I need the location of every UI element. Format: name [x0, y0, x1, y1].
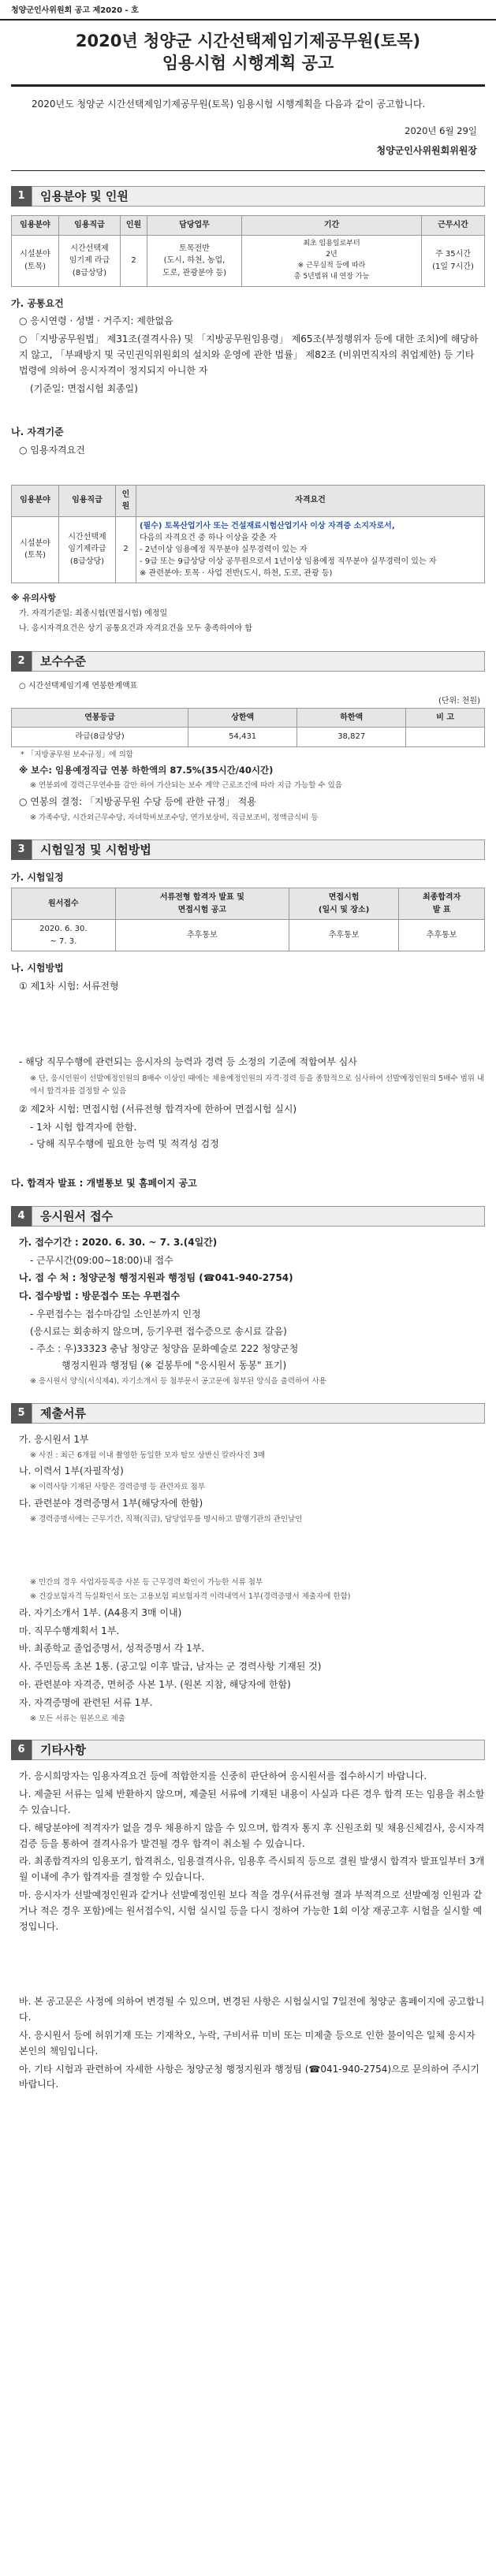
doc-note: ※ 경력증명서에는 근무기간, 직책(직급), 담당업무를 명시하고 발행기관의 관인날인 [30, 1514, 303, 1524]
notice-number: 청양군인사위원회 공고 제2020 - 호 [0, 0, 496, 20]
th-field: 임용분야 [12, 216, 59, 236]
cell: 라급(8급상당) [12, 728, 188, 747]
doc-item: 자. 자격증명에 관련된 서류 1부. [19, 1696, 153, 1708]
table-row [12, 235, 485, 286]
doc-note: ※ 모든 서류는 원본으로 제출 [30, 1714, 125, 1723]
common-req-3: (기준일: 면접시험 최종일) [30, 382, 138, 394]
pay-bullet: ○ 시간선택제임기제 연봉한계액표 [19, 681, 138, 691]
th-remark: 비 고 [406, 708, 485, 728]
apply-hours: - 근무시간(09:00~18:00)내 접수 [30, 1254, 173, 1266]
section-5-header [11, 1402, 485, 1424]
section-number: 3 [11, 839, 32, 860]
note-line: 나. 응시자격요건은 상기 공통요건과 자격요건을 모두 충족하여야 함 [19, 624, 252, 634]
req-line: 다음의 자격요건 중 하나 이상을 갖춘 자 [140, 533, 277, 542]
requirement-cell [136, 516, 485, 583]
th-upper: 상한액 [188, 708, 297, 728]
doc-item: 바. 최종학교 졸업증명서, 성적증명서 각 1부. [19, 1643, 205, 1655]
doc-item: 사. 주민등록 초본 1통. (공고일 이후 발급, 남자는 군 경력사항 기재된 것) [19, 1661, 322, 1673]
req-mandatory: (필수) 토목산업기사 또는 건설재료시험산업기사 이상 자격증 소지자로서, [140, 521, 395, 530]
spacer [11, 461, 485, 485]
th-interview: 면접시험 (일시 및 장소) [289, 888, 398, 920]
req-line: - 9급 또는 9급상당 이상 공무원으로서 1년이상 임용예정 직무분야 실무경력이 있는 자 [140, 557, 437, 566]
pay-basis: ○ 연봉의 결정: 「지방공무원 수당 등에 관한 규정」 적용 [19, 796, 256, 808]
th-requirement: 자격요건 [136, 485, 485, 516]
section-3-header [11, 839, 485, 861]
section-label: 기타사항 [32, 1740, 485, 1760]
cell [406, 728, 485, 747]
cell: 시간선택제 임기제 라급 (8급상당) [59, 235, 121, 286]
req-line: ※ 관련분야: 토목 · 사업 전반(도시, 하천, 도로, 관광 등) [140, 568, 333, 578]
section-label: 응시원서 접수 [32, 1206, 485, 1227]
common-req-title: 가. 공통요건 [11, 297, 64, 309]
etc-item: 아. 기타 시험과 관련하여 자세한 사항은 청양군청 행정지원과 행정팀 (☎041-940-2754)으로 문의하여 주시기 바랍니다. [19, 2063, 479, 2090]
cell: 토목전반 (도시, 하천, 농업, 도로, 관광분야 등) [147, 235, 242, 286]
section-label: 제출서류 [32, 1403, 485, 1424]
page-title [11, 20, 485, 80]
notes-title: ※ 유의사항 [11, 592, 57, 603]
etc-item: 다. 해당분야에 적격자가 없을 경우 채용하지 않을 수 있으며, 합격자 통지 후 신원조회 및 채용신체검사, 응시자격 검증 등을 통하여 결격사유가 발견될 경우 합격이 취소될 수 있습니다. [19, 1822, 485, 1849]
pay-footnote: * 「지방공무원 보수규정」에 의함 [21, 750, 133, 759]
doc-note: ※ 민간의 경우 사업자등록증 사본 등 근무경력 확인이 가능한 서류 첨부 [30, 1578, 263, 1588]
doc-item: 가. 응시원서 1부 [19, 1433, 89, 1445]
cell: 2020. 6. 30. ~ 7. 3. [12, 920, 116, 951]
schedule-title: 가. 시험일정 [11, 871, 64, 883]
section-label: 보수수준 [32, 651, 485, 672]
section-label: 시험일정 및 시험방법 [32, 839, 485, 860]
cell: 시설분야 (토목) [12, 516, 59, 583]
qual-title: 나. 자격기준 [11, 426, 64, 438]
method-2: ② 제2차 시험: 면접시험 (서류전형 합격자에 한하여 면접시험 실시) [19, 1103, 297, 1115]
cell: 38,827 [297, 728, 406, 747]
th-count: 인원 [121, 216, 147, 236]
spacer [11, 398, 485, 415]
th-pay-grade: 연봉등급 [12, 708, 188, 728]
section-label: 임용분야 및 인원 [32, 186, 485, 207]
intro-rule [11, 170, 485, 171]
method-1-detail: - 해당 직무수행에 관련되는 응시자의 능력과 경력 등 소정의 기준에 적합여부 심사 [19, 1055, 357, 1067]
title-rule [11, 84, 485, 87]
req-line: - 2년이상 임용예정 직무분야 실무경력이 있는 자 [140, 545, 308, 554]
apply-method: 다. 접수방법 : 방문접수 또는 우편접수 [19, 1290, 181, 1302]
spacer [11, 1154, 485, 1167]
th-count: 인원 [116, 485, 136, 516]
th-final: 최종합격자 발 표 [399, 888, 485, 920]
etc-item: 바. 본 공고문은 사정에 의하여 변경될 수 있으며, 변경된 사항은 시험실시일 7일전에 청양군 홈페이지에 공고합니다. [19, 1996, 485, 2023]
apply-period: 가. 접수기간 : 2020. 6. 30. ~ 7. 3.(4일간) [19, 1236, 218, 1248]
title-line-2: 임용시험 시행계획 공고 [162, 54, 334, 73]
cell: 2 [116, 516, 136, 583]
intro-text: 2020년도 청양군 시간선택제임기제공무원(토목) 임용시험 시행계획을 다음과 같이 공고합니다. [32, 98, 426, 110]
apply-detail: (응시료는 회송하지 않으며, 등기우편 접수증으로 송시료 갈음) [30, 1325, 287, 1337]
th-field: 임용분야 [12, 485, 59, 516]
title-line-1: 2020년 청양군 시간선택제임기제공무원(토목) [75, 32, 421, 50]
cell: 2 [121, 235, 147, 286]
doc-note: ※ 건강보험자격 득실확인서 또는 고용보험 피보험자격 이력내역서 1부(경력증명서 제출자에 한함) [30, 1592, 351, 1602]
method-2-d2: - 당해 직무수행에 필요한 능력 및 적격성 검정 [30, 1138, 219, 1150]
apply-place: 나. 접 수 처 : 청양군청 행정지원과 행정팀 (☎041-940-2754) [19, 1272, 293, 1284]
th-grade: 임용직급 [59, 485, 116, 516]
table-row [12, 728, 485, 747]
issuing-org: 청양군인사위원회위원장 [376, 144, 477, 156]
section-number: 2 [11, 651, 32, 672]
common-req-2: ○ 「지방공무원법」 제31조(결격사유) 및 「지방공무원임용령」 제65조(부정행위자 등에 대한 조치)에 해당하지 않고, 「부패방지 및 국민권익위원회의 설치와 운영에 관한 법률」 제82조 (비위면직자의 취업제한) 등 기타 법령에 의하여 응시자격이 정지되지 아니한 자 [19, 333, 479, 376]
apply-detail: - 주소 : 우)33323 충남 청양군 청양읍 문화예술로 222 청양군청 [30, 1342, 299, 1354]
method-title: 나. 시험방법 [11, 962, 64, 974]
section-4-header [11, 1205, 485, 1227]
th-duty: 담당업무 [147, 216, 242, 236]
note-line: 가. 자격기준일: 최종시험(면접시험) 예정일 [19, 609, 168, 618]
pay-highlight: ※ 보수: 임용예정직급 연봉 하한액의 87.5%(35시간/40시간) [19, 765, 274, 776]
pay-table [11, 708, 485, 747]
table-row [12, 920, 485, 951]
section-number: 4 [11, 1206, 32, 1227]
pay-unit: (단위: 천원) [438, 697, 480, 706]
spacer [11, 1528, 485, 1575]
section-number: 5 [11, 1403, 32, 1424]
common-req-1: ○ 응시연령 · 성별 · 거주지: 제한없음 [19, 315, 173, 327]
qualification-table [11, 485, 485, 583]
th-lower: 하한액 [297, 708, 406, 728]
doc-note: ※ 이력사항 기재된 사항은 경력증명 등 관련자료 첨부 [30, 1483, 205, 1492]
doc-item: 아. 관련분야 자격증, 면허증 사본 1부. (원본 지참, 해당자에 한함) [19, 1679, 291, 1691]
method-1-note: ※ 단, 응시인원이 선발예정인원의 8배수 이상인 때에는 채용예정인원의 자격·경력 등을 종합적으로 심사하여 선발예정인원의 5배수 범위 내에서 합격자를 결정할 수 있음 [30, 1074, 485, 1096]
apply-note: ※ 응시원서 양식(서식제4), 자기소개서 등 첨부문서 공고문에 첨부된 양식을 출력하여 사용 [30, 1377, 326, 1387]
cell: 최초 임용일로부터 2년 ※ 근무실적 등에 따라 총 5년범위 내 연장 가능 [242, 235, 422, 286]
etc-item: 나. 제출된 서류는 일체 반환하지 않으며, 제출된 서류에 기재된 내용이 사실과 다른 경우 합격 또는 임용을 취소할 수 있습니다. [19, 1789, 485, 1815]
notice-date: 2020년 6월 29일 [405, 125, 477, 137]
cell: 주 35시간 (1일 7시간) [422, 235, 485, 286]
spacer [11, 1937, 485, 1992]
etc-item: 마. 응시자가 선발예정인원과 같거나 선발예정인원 보다 적을 경우(서류전형 결과 부적격으로 선발예정 인원과 같거나 적은 경우 포함)에는 원서접수익, 시험 실시일 등을 다시 정하여 가능한 1회 이상 재공고후 시험을 실시할 예정입니다. [19, 1889, 483, 1932]
result-announce: 다. 합격자 발표 : 개별통보 및 홈페이지 공고 [11, 1178, 197, 1189]
etc-item: 가. 응시희망자는 임용자격요건 등에 적합한지를 신중히 판단하여 응시원서를 접수하시기 바랍니다. [19, 1770, 427, 1782]
etc-item: 라. 최종합격자의 임용포기, 합격취소, 임용결격사유, 임용후 즉시퇴직 등으로 결원 발생시 합격자 발표일부터 3개월 이내에 추가 합격자를 결정할 수 있습니다. [19, 1856, 485, 1883]
position-table [11, 215, 485, 286]
doc-item: 라. 자기소개서 1부. (A4용지 3매 이내) [19, 1606, 182, 1618]
section-number: 6 [11, 1740, 32, 1760]
method-1: ① 제1차 시험: 서류전형 [19, 980, 119, 992]
spacer [11, 997, 485, 1052]
section-number: 1 [11, 186, 32, 207]
cell: 추후통보 [115, 920, 289, 951]
th-period: 기간 [242, 216, 422, 236]
doc-item: 마. 직무수행계획서 1부. [19, 1625, 120, 1636]
doc-item: 나. 이력서 1부(자필작성) [19, 1465, 124, 1477]
th-doc-result: 서류전형 합격자 발표 및 면접시험 공고 [115, 888, 289, 920]
cell: 추후통보 [399, 920, 485, 951]
cell: 시간선택제 임기제라급 (8급상당) [59, 516, 116, 583]
pay-basis-note: ※ 가족수당, 시간외근무수당, 자녀학비보조수당, 연가보상비, 직급보조비, 정액급식비 등 [30, 813, 319, 822]
qual-item: ○ 임용자격요건 [19, 444, 85, 456]
table-row [12, 516, 485, 583]
th-hours: 근무시간 [422, 216, 485, 236]
apply-detail: - 우편접수는 접수마감일 소인분까지 인정 [30, 1308, 201, 1320]
section-1-header [11, 185, 485, 207]
section-6-header [11, 1739, 485, 1761]
pay-note: ※ 연봉외에 경력근무연수를 감안 하여 가산되는 보수 계약 근로조건에 따라 지급 가능할 수 있음 [30, 781, 342, 791]
cell: 추후통보 [289, 920, 398, 951]
method-2-d1: - 1차 시험 합격자에 한함. [30, 1121, 137, 1133]
section-2-header [11, 650, 485, 672]
etc-item: 사. 응시원서 등에 허위기재 또는 기재착오, 누락, 구비서류 미비 또는 미제출 등으로 인한 불이익은 일체 응시자 본인의 책임입니다. [19, 2029, 475, 2057]
th-apply: 원서접수 [12, 888, 116, 920]
doc-note: ※ 사진 : 최근 6개월 이내 촬영한 동일한 모자 탈모 상반신 칼라사진 3매 [30, 1450, 266, 1460]
cell: 시설분야 (토목) [12, 235, 59, 286]
cell: 54,431 [188, 728, 297, 747]
th-grade: 임용직급 [59, 216, 121, 236]
schedule-table [11, 888, 485, 951]
doc-item: 다. 관련분야 경력증명서 1부(해당자에 한함) [19, 1497, 203, 1509]
apply-detail: 행정지원과 행정팀 (※ 겉봉투에 "응시원서 동봉" 표기) [62, 1360, 287, 1372]
